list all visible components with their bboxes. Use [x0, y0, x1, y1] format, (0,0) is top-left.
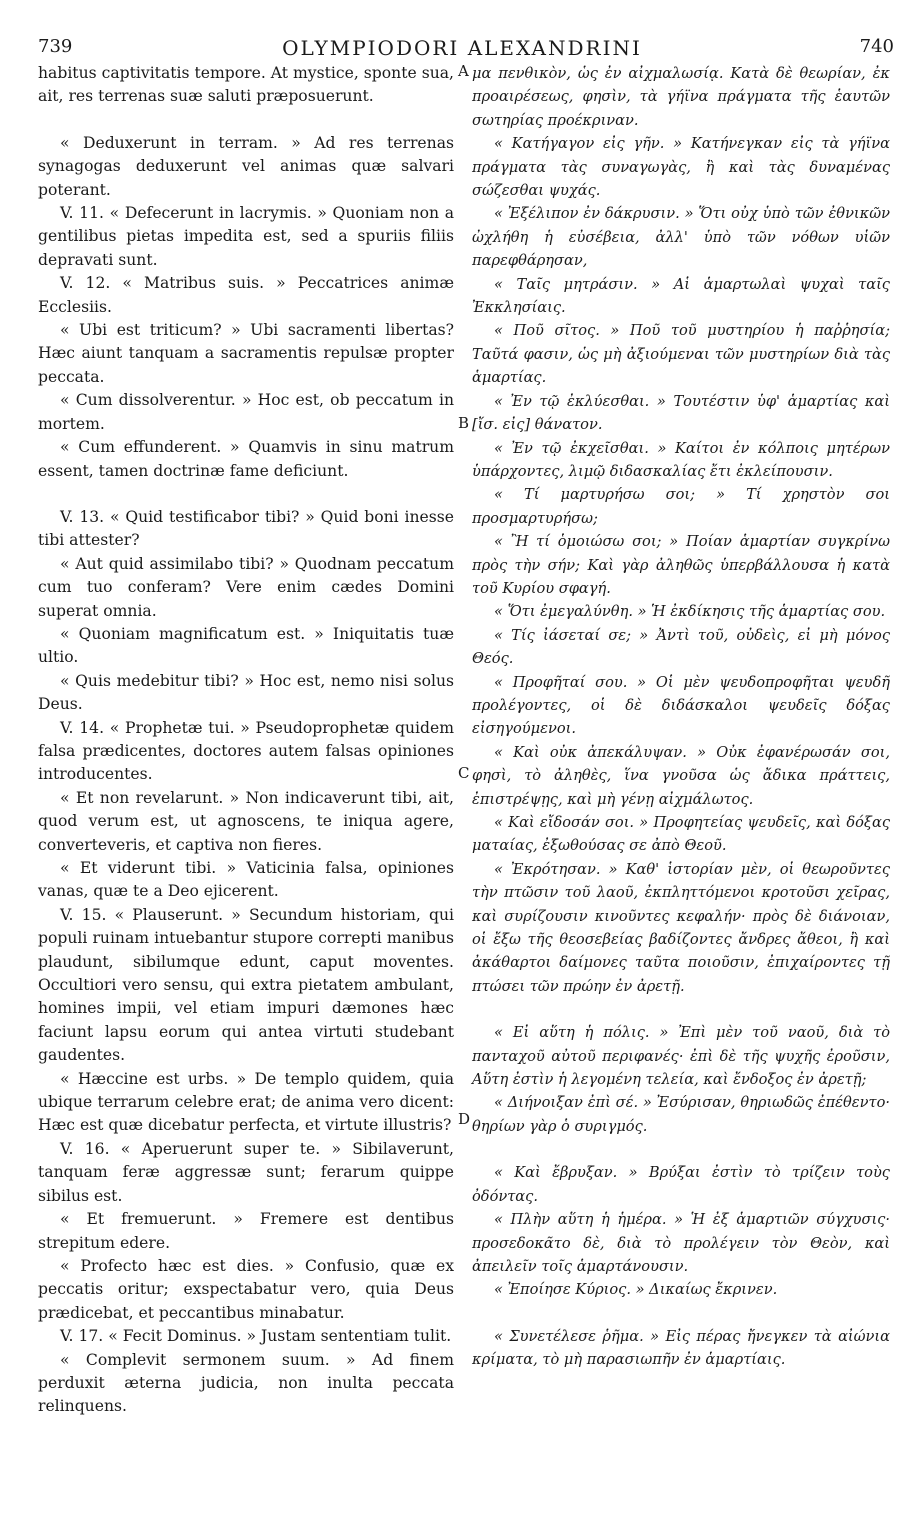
greek-para: « Συνετέλεσε ῥῆμα. » Εἰς πέρας ἤνεγκεν τὰ αἰώνια κρίματα, τὸ μὴ παρασιωπῆν ἐν ἁμαρτίαις.: [472, 1327, 890, 1369]
latin-para: V. 17. « Fecit Dominus. » Justam sententiam tulit.: [60, 1327, 452, 1346]
greek-para: « Κατήγαγον εἰς γῆν. » Κατήνεγκαν εἰς τὰ γήϊνα πράγματα τὰς συναγωγὰς, ἢ καὶ τὰς δυναμένας σώζεσθαι ψυχάς.: [472, 135, 890, 200]
greek-para: « Καὶ ἔβρυξαν. » Βρύξαι ἐστὶν τὸ τρίζειν τοὺς ὀδόντας.: [472, 1164, 890, 1205]
page-header: [0, 36, 924, 64]
latin-para: « Quis medebitur tibi? » Hoc est, nemo nisi solus Deus.: [38, 671, 454, 714]
greek-para: « Τί μαρτυρήσω σοι; » Τί χρηστὸν σοι προσμαρτυρήσω;: [472, 486, 890, 527]
greek-para: « Ταῖς μητράσιν. » Αἱ ἁμαρτωλαὶ ψυχαὶ ταῖς Ἐκκλησίαις.: [472, 275, 890, 317]
greek-para: « Ἐν τῷ ἐκλύεσθαι. » Τουτέστιν ὑφ' ἁμαρτίας καὶ [ἴσ. εἰς] θάνατον.: [472, 392, 890, 434]
greek-para: « Ἢ τί ὁμοιώσω σοι; » Ποίαν ἁμαρτίαν συγκρίνω πρὸς τὴν σήν; Καὶ γὰρ ἀληθῶς ὑπερβάλλουσα ἡ κατὰ τοῦ Κυρίου σφαγή.: [472, 533, 890, 597]
latin-para: V. 16. « Aperuerunt super te. » Sibilaverunt, tanquam feræ aggressæ sunt; ferarum quippe sibilus est.: [38, 1139, 454, 1205]
margin-letter-a: A: [458, 62, 469, 80]
latin-para: « Et fremuerunt. » Fremere est dentibus strepitum edere.: [38, 1210, 454, 1252]
greek-para: « Εἰ αὕτη ἡ πόλις. » Ἐπὶ μὲν τοῦ ναοῦ, διὰ τὸ πανταχοῦ αὐτοῦ περιφανές· ἐπὶ δὲ τῆς ψυχῆς ἐροῦσιν, Αὕτη ἐστὶν ἡ λεγομένη τελεία, καὶ ἔνδοξος ἐν ἀρετῇ;: [472, 1024, 890, 1089]
greek-para: « Ἐν τῷ ἐκχεῖσθαι. » Καίτοι ἐν κόλποις μητέρων ὑπάρχοντες, λιμῷ διδασκαλίας ἔτι ἐκλείπουσιν.: [472, 439, 890, 480]
greek-para: μα πενθικὸν, ὡς ἐν αἰχμαλωσίᾳ. Κατὰ δὲ θεωρίαν, ἐκ προαιρέσεως, φησὶν, τὰ γήϊνα πράγματα τῆς ἑαυτῶν σωτηρίας προέκριναν.: [472, 65, 890, 129]
greek-para: « Πλὴν αὕτη ἡ ἡμέρα. » Ἡ ἐξ ἁμαρτιῶν σύγχυσις· προσεδοκᾶτο δὲ, διὰ τὸ προλέγειν τὸν Θεὸν, καὶ ἀπειλεῖν τοῖς ἁμαρτάνουσιν.: [472, 1211, 890, 1275]
margin-letter-d: D: [458, 1110, 471, 1128]
latin-para: habitus captivitatis tempore. At mystice, sponte sua, ait, res terrenas suæ saluti præposuerunt.: [38, 64, 454, 106]
latin-para: « Cum dissolverentur. » Hoc est, ob peccatum in mortem.: [38, 391, 454, 433]
latin-para: « Cum effunderent. » Quamvis in sinu matrum essent, tamen doctrinæ fame deficiunt.: [38, 438, 454, 480]
latin-para: « Et viderunt tibi. » Vaticinia falsa, opiniones vanas, quæ te a Deo ejicerent.: [38, 859, 454, 901]
latin-para: « Aut quid assimilabo tibi? » Quodnam peccatum cum tuo conferam? Vere enim cædes Domini superat omnia.: [38, 554, 454, 620]
greek-para: « Ἐξέλιπον ἐν δάκρυσιν. » Ὅτι οὐχ ὑπὸ τῶν ἐθνικῶν ὠχλήθη ἡ εὐσέβεια, ἀλλ' ὑπὸ τῶν νόθων υἱῶν παρεφθάρησαν,: [472, 205, 890, 270]
latin-para: « Quoniam magnificatum est. » Iniquitatis tuæ ultio.: [38, 624, 454, 667]
greek-para: « Καὶ εἴδοσάν σοι. » Προφητείας ψευδεῖς, καὶ δόξας ματαίας, ἐξωθούσας σε ἀπὸ Θεοῦ.: [472, 814, 890, 855]
margin-letter-b: B: [458, 414, 470, 432]
greek-para: « Διήνοιξαν ἐπὶ σέ. » Ἐσύρισαν, θηριωδῶς ἐπέθεντο· θηρίων γὰρ ὁ συριγμός.: [472, 1094, 890, 1135]
greek-column: [472, 62, 890, 1372]
latin-para: V. 12. « Matribus suis. » Peccatrices animæ Ecclesiis.: [38, 274, 454, 316]
running-title: OLYMPIODORI ALEXANDRINI: [282, 36, 642, 60]
latin-para: V. 15. « Plauserunt. » Secundum historiam, qui populi ruinam intuebantur stupore correpti manibus plaudunt, sibilumque edunt, caput moventes. Occultiori vero sensu, qui extra pietatem ambulant, homines impii, vel etiam impuri dæmones hæc faciunt lapsu eorum qui antea virtuti studebant gaudentes.: [38, 905, 454, 1065]
latin-column: [38, 62, 454, 1419]
greek-para: « Ἐποίησε Κύριος. » Δικαίως ἔκρινεν.: [494, 1281, 778, 1299]
greek-para: « Ὅτι ἐμεγαλύνθη. » Ἡ ἐκδίκησις τῆς ἁμαρτίας σου.: [494, 603, 886, 621]
page-number-right: 740: [859, 36, 894, 57]
greek-para: « Προφῆταί σου. » Οἱ μὲν ψευδοπροφῆται ψευδῆ προλέγοντες, οἱ δὲ διδάσκαλοι ψευδεῖς δόξας εἰσηγούμενοι.: [472, 673, 890, 738]
latin-para: « Hæccine est urbs. » De templo quidem, quia ubique terrarum celebre erat; de anima vero dicent: Hæc est quæ dicebatur perfecta, et virtute illustris?: [38, 1069, 454, 1135]
greek-para: « Τίς ἰάσεταί σε; » Ἀντὶ τοῦ, οὐδεὶς, εἰ μὴ μόνος Θεός.: [472, 626, 890, 668]
latin-para: V. 13. « Quid testificabor tibi? » Quid boni inesse tibi attester?: [38, 507, 454, 550]
greek-para: « Ποῦ σῖτος. » Ποῦ τοῦ μυστηρίου ἡ παῤῥησία; Ταῦτά φασιν, ὡς μὴ ἀξιούμεναι τῶν μυστηρίων διὰ τὰς ἁμαρτίας.: [472, 322, 890, 387]
greek-para: « Καὶ οὐκ ἀπεκάλυψαν. » Οὐκ ἐφανέρωσάν σοι, φησὶ, τὸ ἀληθὲς, ἵνα γνοῦσα ὡς ἄδικα πράττεις, ἐπιστρέψῃς, καὶ μὴ γένῃ αἰχμάλωτος.: [472, 743, 890, 808]
latin-para: « Et non revelarunt. » Non indicaverunt tibi, ait, quod verum est, ut agnoscens, te iniqua agere, converteveris, et captiva non fieres.: [38, 788, 454, 854]
latin-para: « Ubi est triticum? » Ubi sacramenti libertas? Hæc aiunt tanquam a sacramentis repulsæ propter peccata.: [38, 321, 454, 386]
latin-para: « Complevit sermonem suum. » Ad finem perduxit æterna judicia, non inulta peccata relinquens.: [38, 1350, 454, 1416]
latin-para: V. 11. « Defecerunt in lacrymis. » Quoniam non a gentilibus pietas impedita est, sed a spuriis filiis depravati sunt.: [38, 204, 454, 269]
greek-para: « Ἐκρότησαν. » Καθ' ἱστορίαν μὲν, οἱ θεωροῦντες τὴν πτῶσιν τοῦ λαοῦ, ἐκπληττόμενοι κροτοῦσι χεῖρας, καὶ συρίζουσιν κινοῦντες κεφαλήν· πρὸς δὲ διάνοιαν, οἱ ἔξω τῆς θεοσεβείας βαδίζοντες ἄνδρες ἄθεοι, ἢ καὶ ἀκάθαρτοι δαίμονες ταῦτα ποιοῦσιν, ἐπιχαίροντες τῇ πτώσει τῶν πρώην ἐν ἀρετῇ.: [472, 860, 890, 995]
margin-letter-c: C: [458, 764, 470, 782]
latin-para: « Deduxerunt in terram. » Ad res terrenas synagogas deduxerunt vel animas quæ salvari poterant.: [38, 133, 454, 199]
latin-para: V. 14. « Prophetæ tui. » Pseudoprophetæ quidem falsa prædicentes, doctores autem falsas opiniones introducentes.: [38, 718, 454, 784]
page-number-left: 739: [38, 36, 73, 57]
latin-para: « Profecto hæc est dies. » Confusio, quæ ex peccatis oritur; exspectabatur vero, quia Deus prædicebat, et peccantibus minabatur.: [38, 1256, 454, 1322]
